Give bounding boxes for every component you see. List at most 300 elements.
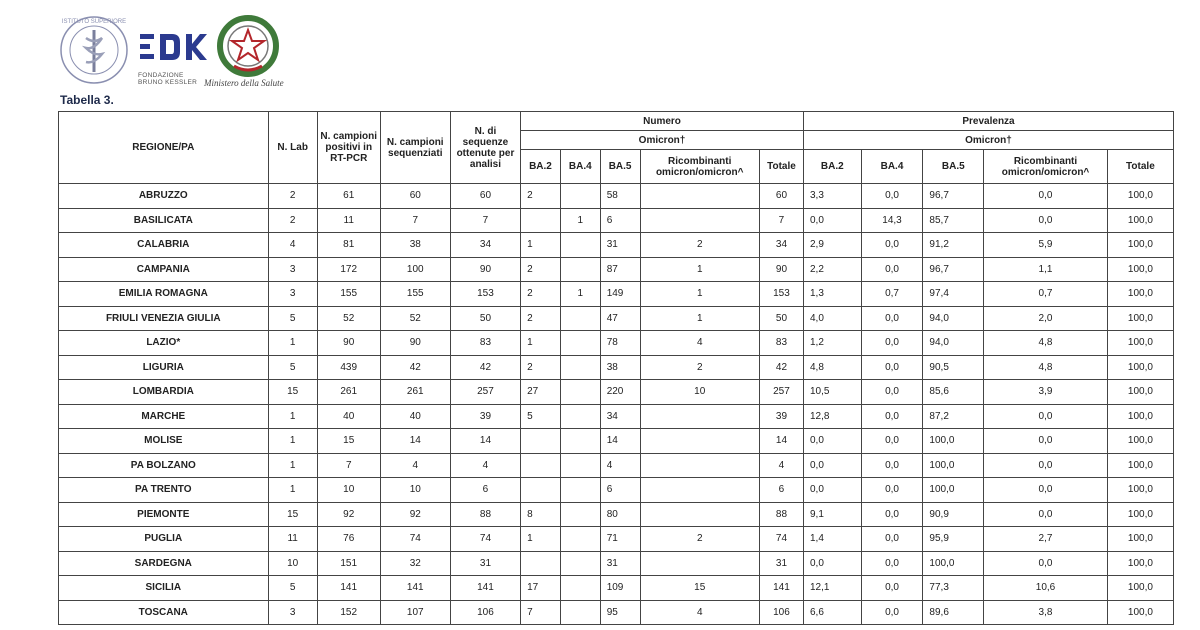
- table-row: [59, 257, 1174, 282]
- cell-n-ricombinanti: 15: [640, 576, 759, 601]
- cell-campioni-sequenziati: 10: [380, 478, 450, 503]
- table-row: [59, 404, 1174, 429]
- cell-p-ba2: 2,9: [803, 233, 861, 258]
- cell-p-totale: 100,0: [1107, 404, 1173, 429]
- cell-n-totale: 257: [759, 380, 803, 405]
- cell-campioni-sequenziati: 14: [380, 429, 450, 454]
- cell-n-ricombinanti: [640, 429, 759, 454]
- cell-sequenze-ottenute: 141: [450, 576, 520, 601]
- table-caption: Tabella 3.: [60, 93, 114, 107]
- cell-campioni-positivi: 7: [317, 453, 380, 478]
- cell-sequenze-ottenute: 4: [450, 453, 520, 478]
- cell-p-totale: 100,0: [1107, 600, 1173, 625]
- table-row: [59, 478, 1174, 503]
- cell-n-ba5: 95: [600, 600, 640, 625]
- cell-p-ricombinanti: 4,8: [984, 355, 1108, 380]
- cell-sequenze-ottenute: 83: [450, 331, 520, 356]
- cell-n-ba4: [560, 600, 600, 625]
- cell-n-ba2: 5: [521, 404, 561, 429]
- cell-p-ba4: 0,0: [861, 331, 923, 356]
- cell-n-ba5: 14: [600, 429, 640, 454]
- cell-n-ba5: 58: [600, 184, 640, 209]
- cell-campioni-positivi: 90: [317, 331, 380, 356]
- cell-n-ricombinanti: 4: [640, 331, 759, 356]
- cell-p-ricombinanti: 3,8: [984, 600, 1108, 625]
- cell-n-ricombinanti: 1: [640, 282, 759, 307]
- cell-n-ba2: 27: [521, 380, 561, 405]
- cell-n-totale: 4: [759, 453, 803, 478]
- cell-n-totale: 106: [759, 600, 803, 625]
- cell-p-totale: 100,0: [1107, 527, 1173, 552]
- cell-n-totale: 14: [759, 429, 803, 454]
- cell-n-ricombinanti: 2: [640, 527, 759, 552]
- cell-n-totale: 74: [759, 527, 803, 552]
- cell-p-ba4: 0,0: [861, 600, 923, 625]
- header-sequenze-ottenute: N. di sequenze ottenute per analisi: [450, 112, 520, 184]
- cell-n-ba4: [560, 355, 600, 380]
- cell-p-totale: 100,0: [1107, 551, 1173, 576]
- header-n-ba4: BA.4: [560, 150, 600, 184]
- cell-p-ba5: 90,5: [923, 355, 984, 380]
- cell-n-ricombinanti: 4: [640, 600, 759, 625]
- table-row: [59, 429, 1174, 454]
- cell-n-lab: 11: [268, 527, 317, 552]
- cell-n-ricombinanti: [640, 184, 759, 209]
- cell-campioni-positivi: 52: [317, 306, 380, 331]
- cell-p-ba4: 0,0: [861, 184, 923, 209]
- cell-campioni-positivi: 141: [317, 576, 380, 601]
- cell-n-ba2: 17: [521, 576, 561, 601]
- fbk-text: FONDAZIONE BRUNO KESSLER: [138, 72, 198, 86]
- header-omicron-prevalenza: Omicron†: [803, 131, 1173, 150]
- cell-n-lab: 15: [268, 502, 317, 527]
- cell-p-ba5: 96,7: [923, 184, 984, 209]
- cell-campioni-positivi: 261: [317, 380, 380, 405]
- cell-region: MOLISE: [59, 429, 269, 454]
- cell-campioni-positivi: 76: [317, 527, 380, 552]
- cell-n-ba5: 87: [600, 257, 640, 282]
- cell-n-ricombinanti: 10: [640, 380, 759, 405]
- cell-n-ba2: 1: [521, 331, 561, 356]
- cell-p-ba4: 0,0: [861, 404, 923, 429]
- cell-region: CALABRIA: [59, 233, 269, 258]
- cell-p-ba2: 4,0: [803, 306, 861, 331]
- cell-sequenze-ottenute: 90: [450, 257, 520, 282]
- cell-campioni-sequenziati: 42: [380, 355, 450, 380]
- cell-sequenze-ottenute: 106: [450, 600, 520, 625]
- cell-sequenze-ottenute: 42: [450, 355, 520, 380]
- cell-campioni-positivi: 151: [317, 551, 380, 576]
- cell-sequenze-ottenute: 14: [450, 429, 520, 454]
- cell-n-ba5: 31: [600, 233, 640, 258]
- cell-p-totale: 100,0: [1107, 257, 1173, 282]
- cell-p-ba2: 0,0: [803, 478, 861, 503]
- cell-p-ricombinanti: 0,0: [984, 502, 1108, 527]
- header-n-ba5: BA.5: [600, 150, 640, 184]
- cell-p-totale: 100,0: [1107, 576, 1173, 601]
- cell-campioni-sequenziati: 261: [380, 380, 450, 405]
- cell-n-lab: 15: [268, 380, 317, 405]
- cell-campioni-positivi: 155: [317, 282, 380, 307]
- cell-campioni-sequenziati: 90: [380, 331, 450, 356]
- cell-p-ba4: 0,0: [861, 527, 923, 552]
- cell-n-lab: 2: [268, 184, 317, 209]
- cell-n-ba4: [560, 233, 600, 258]
- cell-p-ricombinanti: 4,8: [984, 331, 1108, 356]
- header-omicron-numero: Omicron†: [521, 131, 804, 150]
- cell-p-totale: 100,0: [1107, 355, 1173, 380]
- cell-p-totale: 100,0: [1107, 502, 1173, 527]
- cell-p-ba5: 85,6: [923, 380, 984, 405]
- cell-campioni-positivi: 40: [317, 404, 380, 429]
- cell-n-totale: 50: [759, 306, 803, 331]
- cell-p-ba2: 12,8: [803, 404, 861, 429]
- cell-n-totale: 90: [759, 257, 803, 282]
- cell-n-ricombinanti: [640, 478, 759, 503]
- cell-p-ba5: 85,7: [923, 208, 984, 233]
- cell-n-ba5: 34: [600, 404, 640, 429]
- cell-p-ricombinanti: 0,0: [984, 478, 1108, 503]
- cell-p-ba4: 0,0: [861, 306, 923, 331]
- cell-region: FRIULI VENEZIA GIULIA: [59, 306, 269, 331]
- cell-campioni-sequenziati: 141: [380, 576, 450, 601]
- cell-n-lab: 1: [268, 429, 317, 454]
- cell-p-totale: 100,0: [1107, 208, 1173, 233]
- logo-header: [58, 14, 318, 96]
- cell-n-ba4: [560, 331, 600, 356]
- cell-n-ba2: 2: [521, 257, 561, 282]
- cell-p-ba2: 4,8: [803, 355, 861, 380]
- cell-p-ricombinanti: 2,7: [984, 527, 1108, 552]
- cell-campioni-positivi: 152: [317, 600, 380, 625]
- table-row: [59, 453, 1174, 478]
- table-row: [59, 551, 1174, 576]
- cell-n-lab: 4: [268, 233, 317, 258]
- cell-campioni-sequenziati: 52: [380, 306, 450, 331]
- cell-p-ricombinanti: 1,1: [984, 257, 1108, 282]
- cell-p-ba4: 0,0: [861, 502, 923, 527]
- cell-n-ricombinanti: [640, 208, 759, 233]
- cell-region: CAMPANIA: [59, 257, 269, 282]
- cell-region: LOMBARDIA: [59, 380, 269, 405]
- cell-n-totale: 31: [759, 551, 803, 576]
- cell-region: PA BOLZANO: [59, 453, 269, 478]
- cell-region: EMILIA ROMAGNA: [59, 282, 269, 307]
- cell-p-ba4: 0,0: [861, 551, 923, 576]
- cell-n-ba4: 1: [560, 282, 600, 307]
- cell-sequenze-ottenute: 88: [450, 502, 520, 527]
- cell-p-ricombinanti: 0,0: [984, 429, 1108, 454]
- cell-p-ba5: 94,0: [923, 306, 984, 331]
- cell-n-ba5: 80: [600, 502, 640, 527]
- cell-p-ba2: 3,3: [803, 184, 861, 209]
- cell-n-totale: 34: [759, 233, 803, 258]
- table-row: [59, 502, 1174, 527]
- cell-n-totale: 83: [759, 331, 803, 356]
- cell-p-ricombinanti: 0,0: [984, 551, 1108, 576]
- cell-n-ricombinanti: [640, 404, 759, 429]
- cell-campioni-sequenziati: 32: [380, 551, 450, 576]
- cell-n-ba2: [521, 429, 561, 454]
- header-n-totale: Totale: [759, 150, 803, 184]
- cell-campioni-positivi: 439: [317, 355, 380, 380]
- cell-campioni-sequenziati: 107: [380, 600, 450, 625]
- cell-n-ba2: [521, 208, 561, 233]
- cell-sequenze-ottenute: 50: [450, 306, 520, 331]
- svg-text:ISTITUTO SUPERIORE: ISTITUTO SUPERIORE: [61, 19, 127, 25]
- cell-p-ba4: 0,0: [861, 478, 923, 503]
- cell-n-ba5: 149: [600, 282, 640, 307]
- cell-n-ba2: [521, 478, 561, 503]
- variant-table: [58, 111, 1174, 625]
- cell-n-lab: 5: [268, 306, 317, 331]
- cell-p-totale: 100,0: [1107, 453, 1173, 478]
- cell-n-ba5: 31: [600, 551, 640, 576]
- header-p-ricombinanti: Ricombinanti omicron/omicron^: [984, 150, 1108, 184]
- cell-region: LIGURIA: [59, 355, 269, 380]
- header-row-1: [59, 112, 1174, 131]
- header-p-totale: Totale: [1107, 150, 1173, 184]
- cell-n-ricombinanti: 1: [640, 306, 759, 331]
- cell-p-ba5: 100,0: [923, 453, 984, 478]
- cell-campioni-positivi: 15: [317, 429, 380, 454]
- cell-campioni-positivi: 81: [317, 233, 380, 258]
- cell-p-ba2: 0,0: [803, 208, 861, 233]
- cell-p-ba5: 89,6: [923, 600, 984, 625]
- cell-p-ba2: 10,5: [803, 380, 861, 405]
- cell-sequenze-ottenute: 31: [450, 551, 520, 576]
- cell-n-ba5: 220: [600, 380, 640, 405]
- cell-n-ba4: [560, 527, 600, 552]
- table-row: [59, 600, 1174, 625]
- cell-p-ba2: 0,0: [803, 551, 861, 576]
- cell-campioni-sequenziati: 4: [380, 453, 450, 478]
- cell-n-totale: 153: [759, 282, 803, 307]
- cell-n-ba2: 2: [521, 184, 561, 209]
- cell-n-lab: 1: [268, 478, 317, 503]
- cell-region: SICILIA: [59, 576, 269, 601]
- cell-p-ba5: 97,4: [923, 282, 984, 307]
- data-table-container: [58, 111, 1174, 625]
- header-campioni-positivi: N. campioni positivi in RT-PCR: [317, 112, 380, 184]
- header-campioni-sequenziati: N. campioni sequenziati: [380, 112, 450, 184]
- table-body: [59, 184, 1174, 625]
- header-prevalenza: Prevalenza: [803, 112, 1173, 131]
- header-n-ba2: BA.2: [521, 150, 561, 184]
- cell-region: ABRUZZO: [59, 184, 269, 209]
- cell-p-ba4: 14,3: [861, 208, 923, 233]
- cell-campioni-sequenziati: 92: [380, 502, 450, 527]
- cell-campioni-sequenziati: 100: [380, 257, 450, 282]
- cell-p-ricombinanti: 10,6: [984, 576, 1108, 601]
- cell-n-ba2: 7: [521, 600, 561, 625]
- cell-n-totale: 6: [759, 478, 803, 503]
- cell-sequenze-ottenute: 7: [450, 208, 520, 233]
- cell-n-ba5: 38: [600, 355, 640, 380]
- cell-p-totale: 100,0: [1107, 478, 1173, 503]
- cell-p-ba2: 2,2: [803, 257, 861, 282]
- cell-n-lab: 3: [268, 600, 317, 625]
- cell-n-lab: 5: [268, 355, 317, 380]
- cell-n-ba4: [560, 306, 600, 331]
- cell-p-ba2: 1,3: [803, 282, 861, 307]
- cell-n-ricombinanti: 2: [640, 233, 759, 258]
- cell-n-ba2: 2: [521, 282, 561, 307]
- table-row: [59, 208, 1174, 233]
- cell-p-ba2: 1,4: [803, 527, 861, 552]
- cell-n-lab: 2: [268, 208, 317, 233]
- cell-region: SARDEGNA: [59, 551, 269, 576]
- cell-p-ricombinanti: 0,0: [984, 184, 1108, 209]
- cell-p-totale: 100,0: [1107, 331, 1173, 356]
- cell-sequenze-ottenute: 34: [450, 233, 520, 258]
- cell-p-ba2: 1,2: [803, 331, 861, 356]
- table-row: [59, 355, 1174, 380]
- cell-n-totale: 141: [759, 576, 803, 601]
- cell-region: LAZIO*: [59, 331, 269, 356]
- iss-logo-icon: [58, 14, 130, 86]
- cell-n-ricombinanti: [640, 453, 759, 478]
- table-row: [59, 282, 1174, 307]
- cell-region: PIEMONTE: [59, 502, 269, 527]
- cell-p-ricombinanti: 0,0: [984, 404, 1108, 429]
- cell-n-ricombinanti: [640, 502, 759, 527]
- cell-p-ba4: 0,0: [861, 429, 923, 454]
- cell-p-totale: 100,0: [1107, 282, 1173, 307]
- ministry-signature: Ministero della Salute: [204, 78, 284, 88]
- cell-p-ba5: 94,0: [923, 331, 984, 356]
- cell-region: TOSCANA: [59, 600, 269, 625]
- cell-n-ba2: 1: [521, 527, 561, 552]
- cell-campioni-sequenziati: 38: [380, 233, 450, 258]
- cell-sequenze-ottenute: 60: [450, 184, 520, 209]
- cell-n-ba5: 6: [600, 208, 640, 233]
- cell-campioni-sequenziati: 40: [380, 404, 450, 429]
- cell-campioni-sequenziati: 155: [380, 282, 450, 307]
- table-row: [59, 306, 1174, 331]
- cell-p-ba4: 0,0: [861, 257, 923, 282]
- cell-p-ba2: 6,6: [803, 600, 861, 625]
- header-region: REGIONE/PA: [59, 112, 269, 184]
- cell-p-totale: 100,0: [1107, 306, 1173, 331]
- cell-n-lab: 1: [268, 404, 317, 429]
- italian-republic-emblem-icon: [216, 14, 280, 78]
- cell-p-ba5: 90,9: [923, 502, 984, 527]
- cell-p-ba4: 0,0: [861, 380, 923, 405]
- cell-p-ba4: 0,0: [861, 355, 923, 380]
- table-row: [59, 527, 1174, 552]
- cell-p-ba5: 100,0: [923, 478, 984, 503]
- cell-campioni-positivi: 61: [317, 184, 380, 209]
- cell-n-ba4: [560, 551, 600, 576]
- header-p-ba2: BA.2: [803, 150, 861, 184]
- table-row: [59, 233, 1174, 258]
- cell-n-ba2: [521, 453, 561, 478]
- cell-region: PA TRENTO: [59, 478, 269, 503]
- cell-n-ba2: [521, 551, 561, 576]
- cell-n-lab: 1: [268, 331, 317, 356]
- table-row: [59, 184, 1174, 209]
- table-row: [59, 380, 1174, 405]
- cell-n-ricombinanti: 2: [640, 355, 759, 380]
- cell-region: BASILICATA: [59, 208, 269, 233]
- cell-p-ba4: 0,0: [861, 453, 923, 478]
- cell-p-totale: 100,0: [1107, 429, 1173, 454]
- cell-p-ricombinanti: 0,0: [984, 453, 1108, 478]
- cell-campioni-positivi: 172: [317, 257, 380, 282]
- header-n-ricombinanti: Ricombinanti omicron/omicron^: [640, 150, 759, 184]
- cell-p-ricombinanti: 2,0: [984, 306, 1108, 331]
- cell-p-ba2: 9,1: [803, 502, 861, 527]
- fbk-logo-icon: [138, 32, 208, 66]
- cell-n-ba2: 1: [521, 233, 561, 258]
- cell-n-lab: 3: [268, 282, 317, 307]
- cell-p-totale: 100,0: [1107, 233, 1173, 258]
- cell-n-ba4: [560, 453, 600, 478]
- cell-p-ba2: 0,0: [803, 429, 861, 454]
- cell-n-ba5: 4: [600, 453, 640, 478]
- cell-p-ba4: 0,0: [861, 576, 923, 601]
- cell-n-lab: 5: [268, 576, 317, 601]
- cell-n-totale: 39: [759, 404, 803, 429]
- table-row: [59, 576, 1174, 601]
- cell-p-ba5: 87,2: [923, 404, 984, 429]
- cell-sequenze-ottenute: 74: [450, 527, 520, 552]
- cell-campioni-positivi: 92: [317, 502, 380, 527]
- cell-n-ba4: [560, 380, 600, 405]
- cell-sequenze-ottenute: 6: [450, 478, 520, 503]
- cell-n-totale: 42: [759, 355, 803, 380]
- cell-sequenze-ottenute: 153: [450, 282, 520, 307]
- cell-n-ba2: 2: [521, 306, 561, 331]
- cell-p-ba5: 100,0: [923, 551, 984, 576]
- cell-p-ba2: 12,1: [803, 576, 861, 601]
- cell-n-ba5: 109: [600, 576, 640, 601]
- cell-p-ba5: 77,3: [923, 576, 984, 601]
- cell-p-ba5: 96,7: [923, 257, 984, 282]
- cell-p-ricombinanti: 0,0: [984, 208, 1108, 233]
- cell-campioni-positivi: 10: [317, 478, 380, 503]
- cell-n-ba4: [560, 502, 600, 527]
- cell-n-ba4: [560, 429, 600, 454]
- cell-p-ricombinanti: 3,9: [984, 380, 1108, 405]
- cell-sequenze-ottenute: 257: [450, 380, 520, 405]
- table-row: [59, 331, 1174, 356]
- cell-p-ricombinanti: 0,7: [984, 282, 1108, 307]
- cell-n-totale: 88: [759, 502, 803, 527]
- cell-n-ba4: [560, 184, 600, 209]
- cell-sequenze-ottenute: 39: [450, 404, 520, 429]
- cell-p-ba5: 100,0: [923, 429, 984, 454]
- cell-p-ba4: 0,7: [861, 282, 923, 307]
- cell-campioni-sequenziati: 60: [380, 184, 450, 209]
- cell-n-ba5: 71: [600, 527, 640, 552]
- cell-campioni-sequenziati: 74: [380, 527, 450, 552]
- cell-n-ba5: 6: [600, 478, 640, 503]
- cell-n-ba2: 8: [521, 502, 561, 527]
- cell-region: MARCHE: [59, 404, 269, 429]
- cell-campioni-positivi: 11: [317, 208, 380, 233]
- cell-n-totale: 60: [759, 184, 803, 209]
- cell-region: PUGLIA: [59, 527, 269, 552]
- header-n-lab: N. Lab: [268, 112, 317, 184]
- cell-p-ba2: 0,0: [803, 453, 861, 478]
- cell-n-ricombinanti: [640, 551, 759, 576]
- cell-p-totale: 100,0: [1107, 380, 1173, 405]
- cell-n-ba4: [560, 404, 600, 429]
- cell-n-ba4: [560, 478, 600, 503]
- cell-p-totale: 100,0: [1107, 184, 1173, 209]
